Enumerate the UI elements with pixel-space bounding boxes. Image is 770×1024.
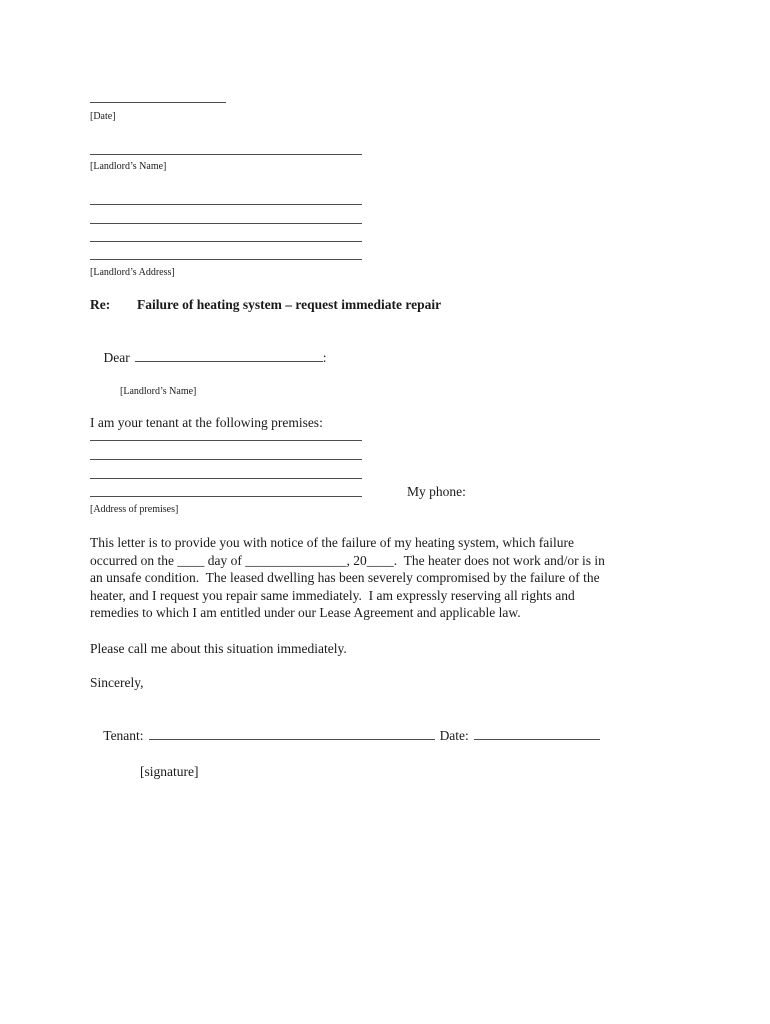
salutation-prefix: Dear (103, 350, 130, 365)
re-prefix: Re: (90, 297, 111, 312)
salutation-name-blank (135, 348, 323, 362)
body-line: an unsafe condition. The leased dwelling has been severely compromised by the failure of the (90, 570, 600, 585)
premises-label: [Address of premises] (90, 504, 179, 515)
date-label: [Date] (90, 111, 116, 122)
tenant-label: Tenant: (103, 727, 144, 743)
salutation-colon: : (322, 350, 327, 365)
landlord-name-label: [Landlord’s Name] (90, 161, 167, 172)
body-line: remedies to which I am entitled under our Lease Agreement and applicable law. (90, 605, 521, 620)
body-paragraph (90, 534, 605, 622)
premises-blank-line (90, 478, 362, 479)
closing: Sincerely, (90, 674, 144, 690)
signature-row (90, 709, 600, 761)
body-line: heater, and I request you repair same immediately. I am expressly reserving all rights and (90, 587, 575, 603)
date-field-label: Date: (439, 727, 469, 743)
premises-blank-line (90, 484, 466, 499)
tenant-intro: I am your tenant at the following premises: (90, 415, 323, 430)
body-line: This letter is to provide you with notice of the failure of my heating system, which failure (90, 535, 575, 550)
signature-label: [signature] (140, 763, 199, 779)
date-field-blank (474, 726, 600, 740)
body-line: occurred on the ____ day of _______________, 20____. The heater does not work and/or is in (90, 552, 605, 568)
landlord-name-blank-line (90, 154, 362, 155)
landlord-address-blank-line (90, 259, 362, 260)
date-blank-line (90, 102, 226, 103)
landlord-address-blank-line (90, 241, 362, 242)
landlord-address-blank-line (90, 223, 362, 224)
premises-blank-line (90, 459, 362, 460)
re-subject-line (90, 296, 441, 313)
landlord-address-label: [Landlord’s Address] (90, 267, 175, 278)
landlord-address-blank-line (90, 204, 362, 205)
re-subject: Failure of heating system – request immediate repair (137, 297, 442, 312)
my-phone-label: My phone: (407, 484, 466, 499)
salutation-line (90, 331, 327, 383)
call-request-line: Please call me about this situation immediately. (90, 640, 347, 656)
premises-blank-line (90, 440, 362, 441)
tenant-signature-blank (149, 726, 435, 740)
salutation-name-label: [Landlord’s Name] (120, 386, 197, 397)
